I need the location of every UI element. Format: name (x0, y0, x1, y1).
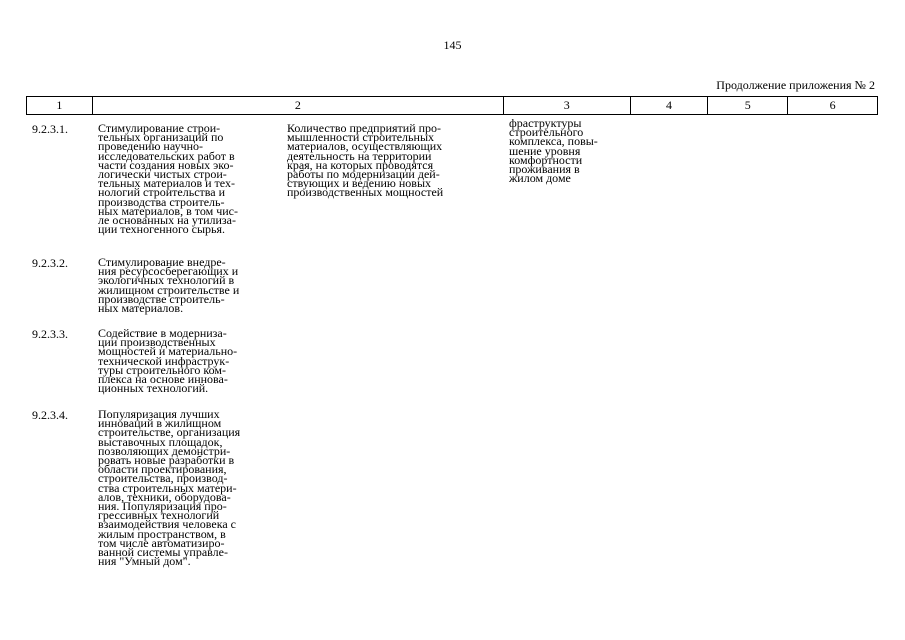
column3-continuation-text: фраструктуры строительного комплекса, повы- шение уровня комфортности проживания в жилом доме (509, 116, 598, 186)
row-text-9-2-3-4: Популяризация лучших инноваций в жилищном строительстве, организация выставочных площадок, позволяющих демонстри- ровать новые разработки в области проектирования, строительства, производ- ства строительных матери- алов, техники, оборудова- ния. Популяризация про- грессивных технологий взаимодействия человека с жилым пространством, в том числе автоматизиро- ванной системы управле- ния "Умный дом". (98, 407, 241, 569)
row-text-9-2-3-1: Стимулирование строи- тельных организаций по проведению научно- исследовательских работ в части создания новых эко- логически чистых строи- тельных материалов и тех- нологий строительства и производства строитель- ных материалов, в том чис- ле основанных на утилиза- ции техногенного сырья. (98, 121, 238, 237)
table-header-row (26, 96, 878, 115)
column-header-3: 3 (504, 97, 631, 114)
row-number-9-2-3-3: 9.2.3.3. (32, 327, 68, 341)
row-text-9-2-3-2: Стимулирование внедре- ния ресурсосберегающих и экологичных технологий в жилищном строительстве и производстве строитель- ных материалов. (98, 255, 240, 316)
column-header-2: 2 (93, 97, 504, 114)
page-number: 145 (443, 38, 462, 52)
row-text-9-2-3-3: Содействие в модерниза- ции производственных мощностей и материально- технической инфраструк- туры строительного ком- плекса на основе иннова- ционных технологий. (98, 326, 238, 396)
column-header-4: 4 (631, 97, 709, 114)
column-header-5: 5 (708, 97, 788, 114)
column-header-1: 1 (27, 97, 93, 114)
row-number-9-2-3-1: 9.2.3.1. (32, 122, 68, 136)
row-number-9-2-3-2: 9.2.3.2. (32, 256, 68, 270)
indicator-text: Количество предприятий про- мышленности строительных материалов, осуществляющих деятельность на территории края, на которых проводятся работы по модернизации дей- ствующих и ведению новых производственных мощностей (287, 121, 444, 200)
column-header-6: 6 (829, 98, 836, 112)
row-number-9-2-3-4: 9.2.3.4. (32, 408, 68, 422)
continuation-label: Продолжение приложения № 2 (716, 78, 875, 92)
